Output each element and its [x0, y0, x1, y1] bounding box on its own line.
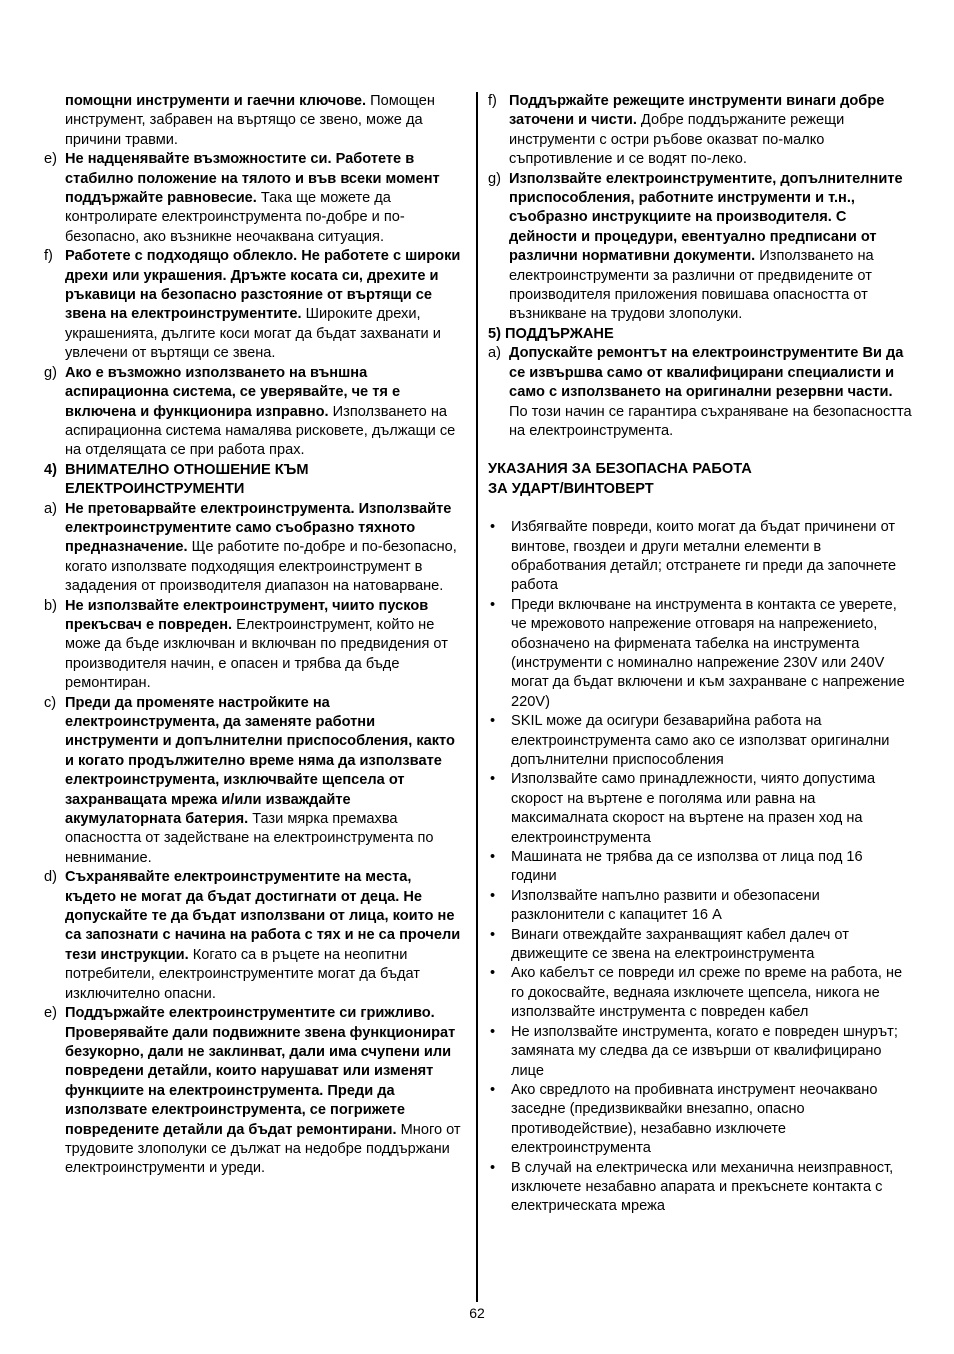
bullet-icon: • — [490, 519, 496, 536]
bullet-text: Използвайте напълно развити и обезопасени разклонители с капацитет 16 A — [511, 887, 820, 924]
list-item — [44, 500, 466, 597]
item-marker: c) — [44, 694, 57, 711]
bullet-icon: • — [490, 1023, 496, 1040]
bullet-item — [488, 964, 912, 1022]
bold-text: Работете с подходящо облекло. Не работете с широки дрехи или украшения. Дръжте косата си, дрехите и ръкавици на безопасно разстояние от въртящи се звена на електроинструментите. — [65, 248, 461, 323]
body-text: Широките дрехи, украшенията, дългите коси могат да бъдат захванати и увлечени от въртящи се звена. — [65, 306, 441, 362]
section-heading — [44, 461, 466, 500]
continued-paragraph — [44, 92, 466, 150]
list-item — [44, 247, 466, 363]
item-marker: e) — [44, 151, 57, 168]
bullet-icon: • — [490, 965, 496, 982]
item-marker: f) — [488, 93, 497, 109]
bullet-item — [488, 848, 912, 887]
bullet-item — [488, 887, 912, 926]
list-item — [44, 868, 466, 1004]
body-text: Тази мярка премахва опасността от задействане на електроинструмента по невнимание. — [65, 811, 434, 866]
list-item — [488, 92, 912, 170]
section-title: ВНИМАТЕЛНО ОТНОШЕНИЕ КЪМ ЕЛЕКТРОИНСТРУМЕНТИ — [65, 461, 309, 498]
list-item — [44, 694, 466, 869]
bullet-text: Преди включване на инструмента в контакта се уверете, че мрежовото напрежение отговаря на напрежениеto, обозначено на фирмената табелка на инструмента (инструменти с номинално напрежение 230V или 240V могат да бъдат включени и към захранване с напрежение 220V) — [511, 596, 905, 710]
item-marker: a) — [44, 500, 57, 517]
bullet-icon: • — [490, 596, 496, 613]
bullet-list — [488, 518, 912, 1217]
bold-text: Поддържайте режещите инструменти винаги добре заточени и чисти. — [509, 93, 885, 129]
bullet-text: В случай на електрическа или механична неизправност, изключете незабавно апарата и прекъснете контакта с електрическата мрежа — [511, 1159, 894, 1215]
item-marker: g) — [44, 364, 57, 381]
body-text: Използването на електроинструменти за различни от предвидените от производителя приложения повишава опасността от възникване на трудови злополуки. — [509, 248, 874, 323]
bullet-icon: • — [490, 926, 496, 943]
list-item — [44, 150, 466, 247]
body-text: Използването на аспирационна система намалява рисковете, дължащи се на отделящата се при работа прах. — [65, 403, 456, 459]
body-text: Така ще можете да контролирате електроинструмента по-добре и по-безопасно, ако възникне неочаквана ситуация. — [65, 190, 405, 245]
bullet-item — [488, 1081, 912, 1159]
bold-text: Не претоварвайте електроинструмента. Използвайте електроинструментите само съобразно тяхното предназначение. — [65, 500, 452, 556]
body-text: По този начин се гарантира съхраняване на безопасността на електроинструмента. — [509, 403, 912, 439]
bullet-item — [488, 770, 912, 848]
bold-text: Не надценявайте възможностите си. Работете в стабилно положение на тялото и във всеки момент поддържайте равновесие. — [65, 151, 440, 207]
bullet-text: Използвайте само принадлежности, чиято допустима скорост на въртене е поголяма или равна на максималната скорост на въртене на празен ход на електроинструмента — [511, 771, 876, 846]
bullet-icon: • — [490, 887, 496, 904]
body-text: Много от трудовите злополуки се дължат на недобре поддържани електроинструменти и уреди. — [65, 1121, 461, 1177]
bold-text: помощни инструменти и гаечни ключове. — [65, 93, 367, 109]
bullet-item — [488, 596, 912, 712]
list-item — [488, 170, 912, 325]
section-heading: 5) ПОДДЪРЖАНЕ — [488, 325, 614, 342]
bullet-icon: • — [490, 713, 496, 730]
list-item — [488, 344, 912, 441]
bullet-text: Избягвайте повреди, които могат да бъдат причинени от винтове, гвоздеи и други метални елементи в обработвания детайл; отстранете ги преди да започнете работа — [511, 519, 897, 594]
bullet-icon: • — [490, 1081, 496, 1098]
section-marker: 4) — [44, 461, 57, 478]
list-item — [44, 364, 466, 461]
bullet-text: Ако кабелът се повреди ил среже по време на работа, не го докосвайте, веднаяа изключете щепсела, никога не използвайте инструмента с повреден кабел — [511, 965, 903, 1021]
item-marker: f) — [44, 248, 53, 265]
bullet-icon: • — [490, 849, 496, 866]
item-marker: g) — [488, 170, 501, 187]
bullet-text: Машината не трябва да се използва от лица под 16 години — [511, 849, 863, 885]
bullet-text: Не използвайте инструмента, когато е повреден шнурът; замяната му следва да се извърши от квалифицирано лице — [511, 1023, 898, 1079]
bullet-text: Винаги отвеждайте захранващият кабел далеч от движещите се звена на електроинструмента — [511, 926, 849, 963]
bullet-text: SKIL може да осигури безаварийна работа на електроинструмента само ако се използват оригинални допълнителни приспособления — [511, 713, 890, 768]
bold-text: Използвайте електроинструментите, допълнителните приспособления, работните инструменти и т.н., съобразно инструкциите на производителя. С дейности и процедури, евентуално предписани от различни нормативни документи. — [509, 170, 903, 265]
bold-text: Съхранявайте електроинструментите на места, където не могат да бъдат достигнати от деца. Не допускайте те да бъдат използвани от лица, които не са запознати с начина на работа с тях и не са прочели тези инструкции. — [65, 869, 461, 963]
body-text: Помощен инструмент, забравен на въртящо се звено, може да причини травми. — [65, 93, 435, 148]
bullet-item — [488, 518, 912, 596]
column-divider — [476, 92, 478, 1302]
item-marker: d) — [44, 869, 57, 886]
item-marker: b) — [44, 597, 57, 614]
bullet-item — [488, 1159, 912, 1217]
left-column — [44, 92, 466, 1179]
page-number: 62 — [469, 1305, 485, 1321]
bold-text: Допускайте ремонтът на електроинструментите Ви да се извършва само от квалифицирани специалисти и само с използването на оригинални резервни части. — [509, 345, 904, 401]
list-item — [44, 597, 466, 694]
heading-line-1: УКАЗАНИЯ ЗА БЕЗОПАСНА РАБОТА — [488, 461, 752, 478]
bullet-item — [488, 1023, 912, 1081]
bullet-icon: • — [490, 771, 496, 788]
item-marker: a) — [488, 345, 501, 362]
bold-text: Преди да променяте настройките на електроинструмента, да заменяте работни инструменти и допълнителни приспособления, както и когато продължително време няма да използвате електроинструмента, изключвайте щепсела от захранващата мрежа и/или изваждайте акумулаторната батерия. — [65, 694, 455, 828]
list-item — [44, 1004, 466, 1179]
body-text: Добре поддържаните режещи инструменти с остри ръбове оказват по-малко съпротивление и се водят по-леко. — [509, 112, 845, 168]
bold-text: Ако е възможно използването на външна аспирационна система, се уверявайте, че тя е включена и функционира изправно. — [65, 364, 401, 420]
item-marker: e) — [44, 1005, 57, 1022]
bullet-icon: • — [490, 1159, 496, 1176]
body-text: Ще работите по-добре и по-безопасно, когато използвате подходящия електроинструмент в зададения от производителя диапазон на натоварване. — [65, 539, 457, 595]
safety-heading — [488, 460, 912, 499]
bullet-item — [488, 926, 912, 965]
right-column — [488, 92, 912, 1217]
body-text: Когато са в ръцете на неопитни потребители, електроинструментите могат да бъдат изключително опасни. — [65, 946, 420, 1002]
heading-line-2: ЗА УДАРТ/ВИНТОВЕРТ — [488, 480, 654, 497]
bold-text: Поддържайте електроинструментите си грижливо. Проверявайте дали подвижните звена функционират безукорно, дали не заклинват, дали има счупени или повредени детайли, които нарушават или изменят функциите на електроинструмента. Преди да използвате електроинструмента, се погрижете повредените детайли да бъдат ремонтирани. — [65, 1005, 456, 1138]
bold-text: Не използвайте електроинструмент, чиито пусков прекъсвач е повреден. — [65, 597, 429, 633]
bullet-text: Ако свредлото на пробивната инструмент неочаквано заседне (предизвиквайки внезапно, опасно противодействие), незабавно изключете електроинструмента — [511, 1081, 878, 1157]
body-text: Електроинструмент, който не може да бъде изключван и включван по предвидения от производителя начин, е опасен и трябва да бъде ремонтиран. — [65, 616, 448, 692]
bullet-item — [488, 712, 912, 770]
